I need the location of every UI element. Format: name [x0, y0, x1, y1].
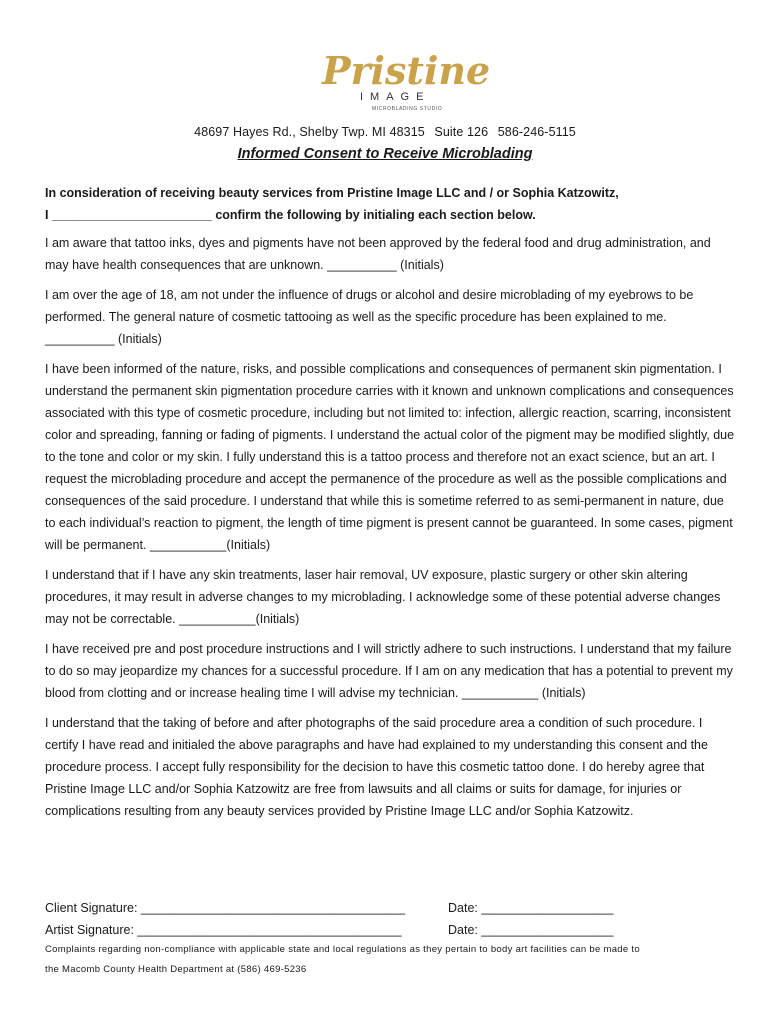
client-date-line[interactable]: Date: ___________________ — [448, 901, 614, 915]
consent-paragraph-treatments: I understand that if I have any skin treatments, laser hair removal, UV exposure, plastic surgery or other skin altering procedures, it may result in adverse changes to my microblading. I acknowledge some of these potential adverse changes may not be correctable. ___________(Initials) — [45, 568, 721, 626]
consent-body — [45, 232, 735, 830]
logo-word: IMAGE — [360, 91, 431, 103]
suite-text: Suite 126 — [434, 125, 489, 139]
consent-paragraph-risks: I have been informed of the nature, risks, and possible complications and consequences of permanent skin pigmentation. I understand the permanent skin pigmentation procedure carries with it known and unknown complications and consequences associated with this type of cosmetic procedure, including but not limited to: infection, allergic reaction, scarring, inconsistent color and spreading, fanning or fading of pigments. I understand the actual color of the pigment may be modified slightly, due to the tone and color or my skin. I fully understand this is a tattoo process and therefore not an exact science, but an art. I request the microblading procedure and accept the permanence of the procedure as well as the possible complications and consequences of the said procedure. I understand that while this is sometime referred to as semi-permanent in nature, due to each individual’s reaction to pigment, the length of time pigment is present cannot be guaranteed. In some cases, pigment will be permanent. ___________(Initials) — [45, 362, 735, 552]
footer-line-1: Complaints regarding non-compliance with applicable state and local regulations as they pertain to body art facilities can be made to — [45, 944, 640, 955]
logo-tagline: MICROBLADING STUDIO — [372, 106, 443, 112]
footer-line-2: the Macomb County Health Department at (586) 469-5236 — [45, 964, 307, 975]
logo-brand: Pristine — [322, 48, 491, 93]
intro-statement — [45, 182, 735, 226]
consent-paragraph-age: I am over the age of 18, am not under the influence of drugs or alcohol and desire microblading of my eyebrows to be performed. The general nature of cosmetic tattooing as well as the specific procedure has been explained to me. __________ (Initials) — [45, 288, 694, 346]
studio-logo — [320, 40, 491, 115]
intro-line-1: In consideration of receiving beauty services from Pristine Image LLC and / or Sophia Katzowitz, — [45, 186, 619, 200]
address-text: 48697 Hayes Rd., Shelby Twp. MI 48315 — [194, 125, 425, 139]
consent-paragraph-instructions: I have received pre and post procedure instructions and I will strictly adhere to such instructions. I understand that my failure to do so may jeopardize my chances for a successful procedure. If I am on any medication that has a potential to prevent my blood from clotting and or increase healing time I will advise my technician. ___________ (Initials) — [45, 642, 733, 700]
studio-address — [0, 125, 770, 139]
client-signature-row — [45, 897, 735, 919]
logo-graphic — [320, 40, 491, 115]
artist-signature-row — [45, 919, 735, 941]
phone-text: 586-246-5115 — [497, 125, 576, 139]
intro-line-2: I _______________________ confirm the following by initialing each section below. — [45, 208, 536, 222]
signature-block — [45, 897, 735, 941]
consent-paragraph-photographs: I understand that the taking of before and after photographs of the said procedure area a condition of such procedure. I certify I have read and initialed the above paragraphs and have had explained to my understanding this consent and the procedure process. I accept fully responsibility for the decision to have this cosmetic tattoo done. I do hereby agree that Pristine Image LLC and/or Sophia Katzowitz are free from lawsuits and all claims or suits for damage, for injuries or complications resulting from any beauty services provided by Pristine Image LLC and/or Sophia Katzowitz. — [45, 716, 708, 818]
document-title: Informed Consent to Receive Microblading — [237, 146, 533, 162]
artist-signature-line[interactable]: Artist Signature: ______________________________________ — [45, 923, 402, 937]
client-signature-line[interactable]: Client Signature: ______________________________________ — [45, 901, 406, 915]
artist-date-line[interactable]: Date: ___________________ — [448, 923, 614, 937]
complaints-footer — [45, 940, 735, 980]
consent-paragraph-fda: I am aware that tattoo inks, dyes and pigments have not been approved by the federal food and drug administration, and may have health consequences that are unknown. __________ (Initials) — [45, 236, 711, 272]
